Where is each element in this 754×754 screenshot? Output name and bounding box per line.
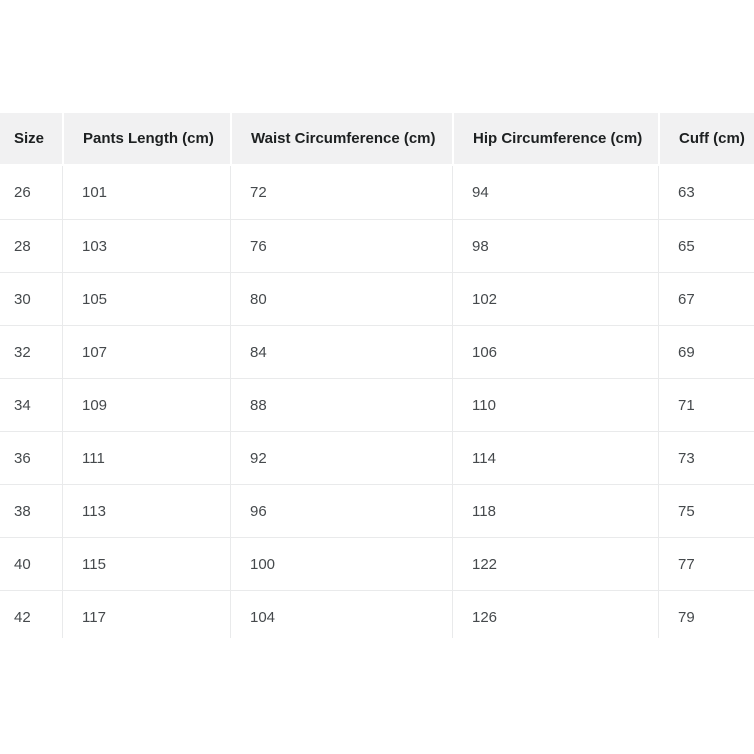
- table-cell: 63: [658, 166, 754, 219]
- size-chart-table: [0, 113, 754, 638]
- header-row: [0, 113, 754, 166]
- table-cell: 28: [0, 219, 62, 272]
- table-cell: 34: [0, 378, 62, 431]
- table-cell: 77: [658, 537, 754, 590]
- table-cell: 30: [0, 272, 62, 325]
- table-row: [0, 431, 754, 484]
- table-row: [0, 272, 754, 325]
- table-cell: 106: [452, 325, 658, 378]
- table-cell: 75: [658, 484, 754, 537]
- table-cell: 76: [230, 219, 452, 272]
- table-row: [0, 325, 754, 378]
- table-cell: 67: [658, 272, 754, 325]
- table-cell: 38: [0, 484, 62, 537]
- table-row: [0, 166, 754, 219]
- table-cell: 96: [230, 484, 452, 537]
- table-cell: 105: [62, 272, 230, 325]
- table-cell: 111: [62, 431, 230, 484]
- table-cell: 88: [230, 378, 452, 431]
- table-cell: 122: [452, 537, 658, 590]
- table-cell: 100: [230, 537, 452, 590]
- table-cell: 126: [452, 590, 658, 638]
- table-cell: 115: [62, 537, 230, 590]
- table-cell: 101: [62, 166, 230, 219]
- table-row: [0, 590, 754, 638]
- table-cell: 109: [62, 378, 230, 431]
- table-cell: 84: [230, 325, 452, 378]
- column-header-pants-length: Pants Length (cm): [62, 113, 230, 166]
- table-cell: 72: [230, 166, 452, 219]
- column-header-size: Size: [0, 113, 62, 166]
- table-cell: 36: [0, 431, 62, 484]
- table-row: [0, 219, 754, 272]
- table-cell: 117: [62, 590, 230, 638]
- table-cell: 110: [452, 378, 658, 431]
- table-cell: 65: [658, 219, 754, 272]
- table-cell: 69: [658, 325, 754, 378]
- table-cell: 32: [0, 325, 62, 378]
- table-cell: 98: [452, 219, 658, 272]
- table-cell: 42: [0, 590, 62, 638]
- column-header-hip-circumference: Hip Circumference (cm): [452, 113, 658, 166]
- table-cell: 79: [658, 590, 754, 638]
- table-row: [0, 484, 754, 537]
- table-cell: 118: [452, 484, 658, 537]
- table-row: [0, 537, 754, 590]
- column-header-cuff: Cuff (cm): [658, 113, 754, 166]
- table-cell: 107: [62, 325, 230, 378]
- table-cell: 92: [230, 431, 452, 484]
- table-cell: 80: [230, 272, 452, 325]
- table-cell: 114: [452, 431, 658, 484]
- column-header-waist-circumference: Waist Circumference (cm): [230, 113, 452, 166]
- table-cell: 26: [0, 166, 62, 219]
- size-chart-body: [0, 166, 754, 638]
- table-cell: 104: [230, 590, 452, 638]
- table-cell: 103: [62, 219, 230, 272]
- table-cell: 102: [452, 272, 658, 325]
- table-row: [0, 378, 754, 431]
- table-cell: 113: [62, 484, 230, 537]
- table-cell: 71: [658, 378, 754, 431]
- table-cell: 94: [452, 166, 658, 219]
- size-chart-container: [0, 113, 754, 638]
- table-cell: 40: [0, 537, 62, 590]
- table-cell: 73: [658, 431, 754, 484]
